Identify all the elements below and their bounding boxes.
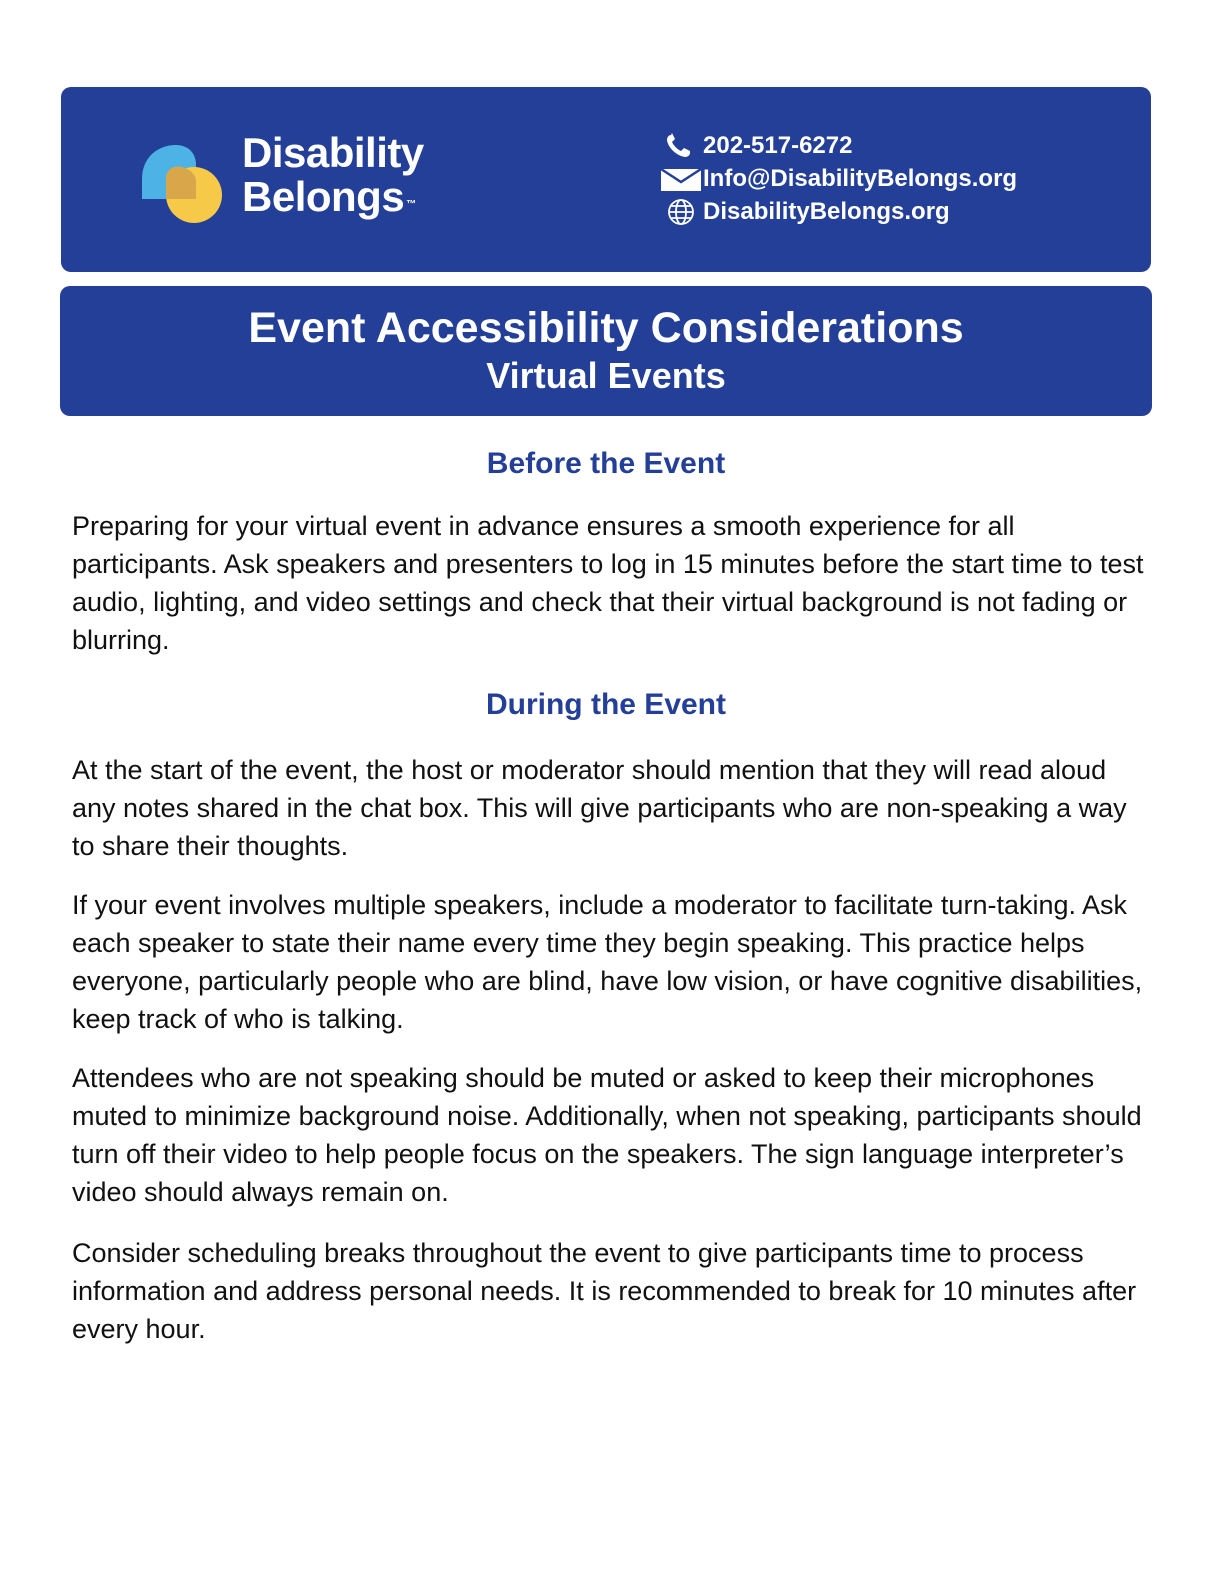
paragraph-before-1: Preparing for your virtual event in advance ensures a smooth experience for all participants. Ask speakers and presenters to log in 15 minutes before the start time to test audio, lighting, and video settings and check that their virtual background is not fading or blurring. [72, 511, 1144, 655]
paragraph-during-2: If your event involves multiple speakers, include a moderator to facilitate turn-taking. Ask each speaker to state their name every time they begin speaking. This practice helps everyone, particularly people who are blind, have low vision, or have cognitive disabilities, keep track of who is talking. [72, 890, 1143, 1034]
page-subtitle: Virtual Events [486, 355, 726, 396]
paragraph-during-4: Consider scheduling breaks throughout the event to give participants time to process information and address personal needs. It is recommended to break for 10 minutes after every hour. [72, 1238, 1137, 1344]
section-heading-during: During the Event [485, 688, 726, 721]
phone-number[interactable]: 202-517-6272 [703, 131, 853, 159]
logo[interactable] [138, 131, 458, 231]
paragraph-during-1: At the start of the event, the host or moderator should mention that they will read aloud any notes shared in the chat box. This will give participants who are non-speaking a way to share their thoughts. [72, 755, 1127, 861]
email-link[interactable]: Info@DisabilityBelongs.org [703, 164, 1018, 192]
title-banner [60, 286, 1152, 416]
paragraph-during-3: Attendees who are not speaking should be muted or asked to keep their microphones muted to minimize background noise. Additionally, when not speaking, participants should turn off their video to help people focus on the speakers. The sign language interpreter’s video should always remain on. [72, 1063, 1142, 1207]
logo-mark-icon [138, 139, 222, 223]
contact-list [659, 129, 1017, 228]
page-title: Event Accessibility Considerations [248, 304, 964, 352]
logo-line2: Belongs ™ [242, 173, 416, 220]
header-banner [61, 87, 1151, 272]
globe-icon [659, 198, 703, 226]
contact-website-row[interactable] [659, 195, 1017, 228]
section-heading-before: Before the Event [486, 447, 726, 480]
envelope-icon [659, 165, 703, 193]
contact-phone-row[interactable] [659, 129, 1017, 162]
trademark-mark: ™ [406, 199, 416, 210]
contact-email-row[interactable] [659, 162, 1017, 195]
logo-line1: Disability [242, 129, 424, 176]
website-link[interactable]: DisabilityBelongs.org [703, 197, 950, 225]
phone-icon [659, 132, 703, 160]
logo-wordmark [242, 131, 424, 219]
